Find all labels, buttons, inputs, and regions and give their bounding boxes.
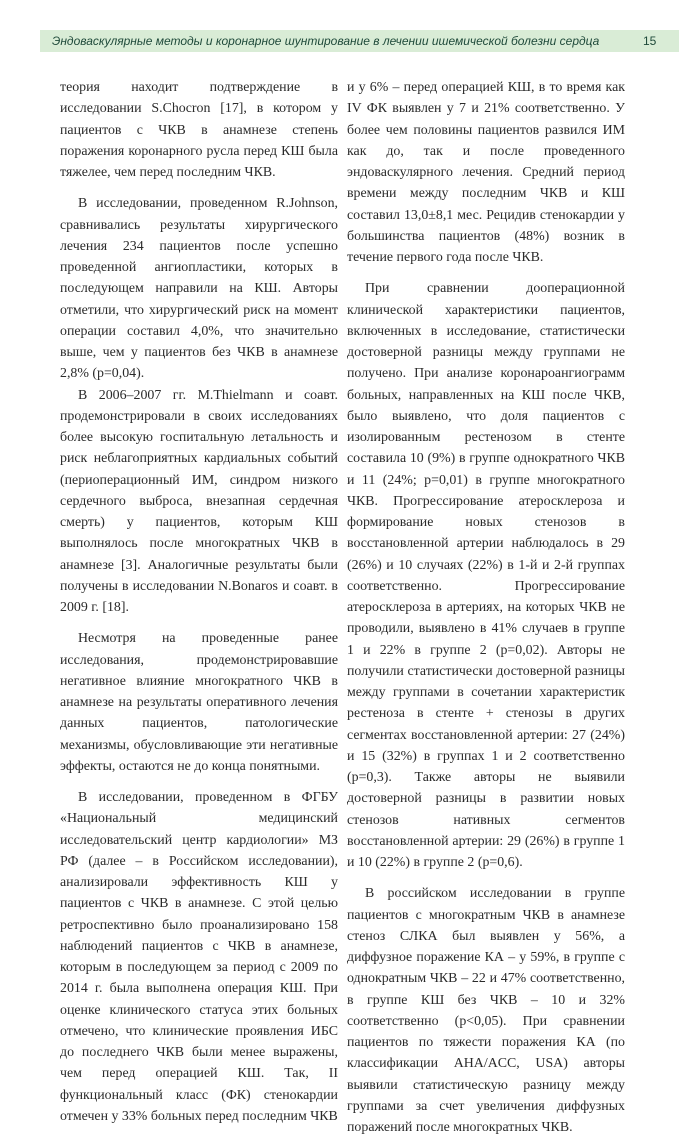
left-column xyxy=(60,77,338,1127)
paragraph: теория находит подтверждение в исследовании S.Chocron [17], в котором у пациентов с ЧКВ в анамнезе степень поражения коронарного русла перед КШ была тяжелее, чем перед последним ЧКВ. xyxy=(60,80,338,180)
paragraph: Несмотря на проведенные ранее исследования, продемонстрировавшие негативное влияние многократного ЧКВ в анамнезе на результаты оперативного лечения данных пациентов, патологические механизмы, обусловливающие эти негативные эффекты, остаются не до конца понятными. xyxy=(60,631,338,774)
paragraph: В исследовании, проведенном в ФГБУ «Национальный медицинский исследовательский центр кардиологии» МЗ РФ (далее – в Российском исследовании), анализировали эффективность КШ у пациентов с ЧКВ в анамнезе. С этой целью ретроспективно было проанализировано 158 наблюдений пациентов с ЧКВ в анамнезе, которым в последующем за период с 2009 по 2014 г. была выполнена операция КШ. При оценке клинического статуса этих больных отмечено, что клинические проявления ИБС до последнего ЧКВ были менее выражены, чем перед операцией КШ. Так, II функциональный класс (ФК) стенокардии отмечен у 33% больных перед последним ЧКВ xyxy=(60,790,338,1124)
paragraph: и у 6% – перед операцией КШ, в то время как IV ФК выявлен у 7 и 21% соответственно. У более чем половины пациентов развился ИМ как до, так и после проведенного эндоваскулярного лечения. Средний период времени между последним ЧКВ и КШ составил 13,0±8,1 мес. Рецидив стенокардии у большинства пациентов (48%) возник в течение первого года после ЧКВ. xyxy=(347,80,625,265)
page-number: 15 xyxy=(643,34,657,48)
paragraph: В российском исследовании в группе пациентов с многократным ЧКВ в анамнезе стеноз СЛКА был выявлен у 56%, а диффузное поражение КА – у 59%, в группе с однократным ЧКВ – 22 и 47% соответственно, в группе КШ без ЧКВ – 10 и 32% соответственно (p<0,05). При сравнении пациентов по тяжести поражения КА (по классификации AHA/ACC, USA) авторы выявили статистическую разницу между группами за счет увеличения диффузных поражений после многократных ЧКВ. xyxy=(347,886,625,1135)
paragraph: При сравнении дооперационной клинической характеристики пациентов, включенных в исследование, статистически достоверной разницы между группами не получено. При анализе коронароангиограмм больных, направленных на КШ после ЧКВ, было выявлено, что доля пациентов с изолированным рестенозом в стенте составила 10 (9%) в группе однократного ЧКВ и 11 (24%; p=0,01) в группе многократного ЧКВ. Прогрессирование атеросклероза и формирование новых стенозов в восстановленной артерии наблюдалось в 29 (26%) и 10 случаях (22%) в 1-й и 2-й группах соответственно. Прогрессирование атеросклероза в артериях, на которых ЧКВ не проводили, выявлено в 41% случаев в группе 1 и 22% в группе 2 (p=0,02). Авторы не получили статистически достоверной разницы между группами в сочетании характеристик рестеноза в стенте + стенозы в других сегментах восстановленной артерии: 27 (24%) и 15 (32%) в группах 1 и 2 соответственно (p=0,3). Также авторы не выявили достоверной разницы в развитии новых стенозов нативных сегментов восстановленной артерии: 29 (26%) в группе 1 и 10 (22%) в группе 2 (p=0,6). xyxy=(347,281,625,870)
right-column xyxy=(347,77,625,1138)
running-header xyxy=(40,30,679,52)
paragraph: В 2006–2007 гг. M.Thielmann и соавт. продемонстрировали в своих исследованиях более высокую госпитальную летальность и риск неблагоприятных кардиальных событий (периоперационный ИМ, синдром низкого сердечного выброса, внезапная сердечная смерть) у пациентов, которым КШ выполнялось после многократных ЧКВ в анамнезе [3]. Аналогичные результаты были получены в исследовании N.Bonaros и соавт. в 2009 г. [18]. xyxy=(60,387,338,615)
header-title: Эндоваскулярные методы и коронарное шунтирование в лечении ишемической болезни сердца xyxy=(52,34,600,48)
paragraph: В исследовании, проведенном R.Johnson, сравнивались результаты хирургического лечения 234 пациентов после успешно проведенной ангиопластики, которых в последующем направили на КШ. Авторы отметили, что хирургический риск на момент операции составил 4,0%, что значительно выше, чем у пациентов без ЧКВ в анамнезе 2,8% (p=0,04). xyxy=(60,196,338,382)
